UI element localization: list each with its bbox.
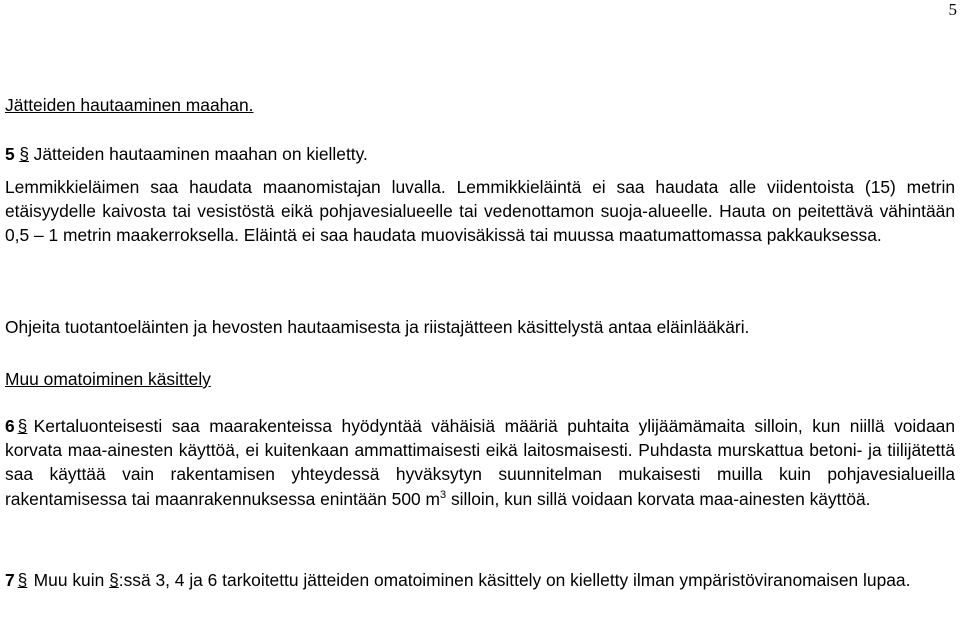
section-6	[5, 414, 955, 511]
paragraph-pet-burial: Lemmikkieläimen saa haudata maanomistajan luvalla. Lemmikkieläintä ei saa haudata alle viidentoista (15) metrin etäisyydelle kaivosta tai vesistöstä eikä pohjavesialueelle tai vedenottamon suoja-alueelle. Hauta on peitettävä vähintään 0,5 – 1 metrin maakerroksella. Eläintä ei saa haudata muovisäkissä tai muussa maatumattomassa pakkauksessa.	[5, 177, 955, 246]
section-7-text-1: Muu kuin	[33, 570, 110, 590]
section-6-superscript: 3	[440, 488, 447, 501]
section-6-number: 6	[5, 416, 15, 436]
section-7-number: 7	[5, 570, 15, 590]
section-6-text-1: Kertaluonteisesti saa maarakenteissa hyödyntää vähäisiä määriä puhtaita ylijäämämaita silloin, kun niillä voidaan korvata maa-ainesten käyttöä, ei kuitenkaan ammattimaisesti eikä laitosmaisesti. Puhdasta murskattua betoni- ja tiilijätettä saa käyttää vain rakentamisen yhteydessä hyväksytyn suunnitelman mukaisesti muilla kuin pohjavesialueilla rakentamisessa tai maanrakennuksessa enintään 500 m	[5, 416, 955, 509]
section-5	[5, 142, 955, 166]
heading-waste-burial: Jätteiden hautaaminen maahan.	[5, 95, 254, 115]
section-7-ref-symbol: §	[109, 570, 119, 590]
section-5-text: Jätteiden hautaaminen maahan on kielletty.	[33, 144, 368, 164]
section-5-number: 5	[5, 144, 15, 164]
section-5-symbol: §	[19, 144, 29, 164]
section-6-text-2: silloin, kun sillä voidaan korvata maa-ainesten käyttöä.	[446, 488, 871, 509]
section-7-symbol: §	[17, 570, 28, 590]
heading-other-self-treatment: Muu omatoiminen käsittely	[5, 369, 211, 389]
section-7-text-2: :ssä 3, 4 ja 6 tarkoitettu jätteiden omatoiminen käsittely on kielletty ilman ympäristöviranomaisen lupaa.	[118, 570, 911, 590]
section-7	[5, 568, 955, 592]
section-6-symbol: §	[17, 416, 28, 436]
paragraph-guidance: Ohjeita tuotantoeläinten ja hevosten hautaamisesta ja riistajätteen käsittelystä antaa eläinlääkäri.	[5, 317, 750, 337]
page-number: 5	[948, 0, 957, 19]
